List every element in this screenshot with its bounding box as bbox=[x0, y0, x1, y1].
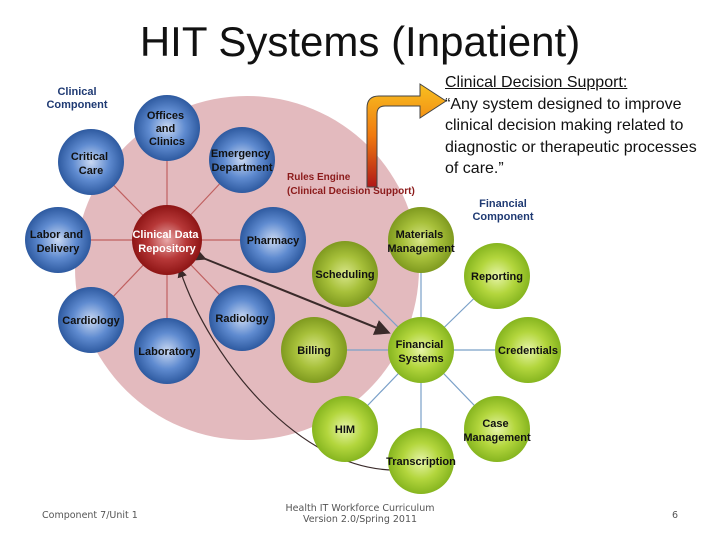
transcription-label: Transcription bbox=[386, 456, 456, 468]
case-line2: Management bbox=[463, 432, 531, 444]
reporting-label: Reporting bbox=[471, 271, 523, 283]
cds-quote: “Any system designed to improve clinical decision making related to diagnostic or therapeutic processes of care.” bbox=[445, 95, 697, 177]
pharmacy-label: Pharmacy bbox=[246, 235, 300, 247]
emergency-line1: Emergency bbox=[210, 148, 271, 160]
credentials-label: Credentials bbox=[498, 345, 558, 357]
critical-line1: Critical bbox=[70, 151, 109, 163]
radiology-label: Radiology bbox=[215, 313, 269, 325]
hub-line2: Repository bbox=[138, 243, 196, 255]
financial-component-label-line2: Component bbox=[472, 211, 534, 223]
labor-line1: Labor and bbox=[29, 229, 84, 241]
footer-center-line1: Health IT Workforce Curriculum bbox=[285, 503, 435, 514]
offices-line2: and bbox=[155, 123, 176, 135]
billing-label: Billing bbox=[297, 345, 331, 357]
rules-engine-label-line2: (Clinical Decision Support) bbox=[287, 186, 415, 197]
critical-line2: Care bbox=[78, 165, 104, 177]
hub-line1: Clinical Data bbox=[132, 229, 199, 241]
clinical-component-label-line1: Clinical bbox=[57, 86, 97, 98]
labor-line2: Delivery bbox=[36, 243, 80, 255]
case-line1: Case bbox=[482, 418, 509, 430]
emergency-line2: Department bbox=[211, 162, 273, 174]
rules-engine-label-line1: Rules Engine bbox=[287, 172, 351, 183]
footer-center-line2: Version 2.0/Spring 2011 bbox=[302, 514, 418, 525]
materials-line2: Management bbox=[387, 243, 455, 255]
emergency-department-node bbox=[209, 127, 275, 193]
offices-line3: Clinics bbox=[148, 136, 186, 148]
cardiology-label: Cardiology bbox=[62, 315, 120, 327]
cds-heading: Clinical Decision Support: bbox=[445, 74, 628, 91]
laboratory-label: Laboratory bbox=[138, 346, 196, 358]
offices-line1: Offices bbox=[146, 110, 185, 122]
footer-center bbox=[260, 503, 460, 525]
scheduling-label: Scheduling bbox=[315, 269, 375, 281]
clinical-component-label-line2: Component bbox=[46, 99, 108, 111]
him-label: HIM bbox=[334, 424, 356, 436]
footer-left: Component 7/Unit 1 bbox=[42, 510, 138, 521]
slide-title: HIT Systems (Inpatient) bbox=[139, 18, 581, 65]
financial-component-label-line1: Financial bbox=[479, 198, 527, 210]
fin-hub-line2: Systems bbox=[398, 353, 444, 365]
materials-line1: Materials bbox=[395, 229, 444, 241]
fin-hub-line1: Financial bbox=[395, 339, 444, 351]
page-number: 6 bbox=[672, 510, 679, 521]
